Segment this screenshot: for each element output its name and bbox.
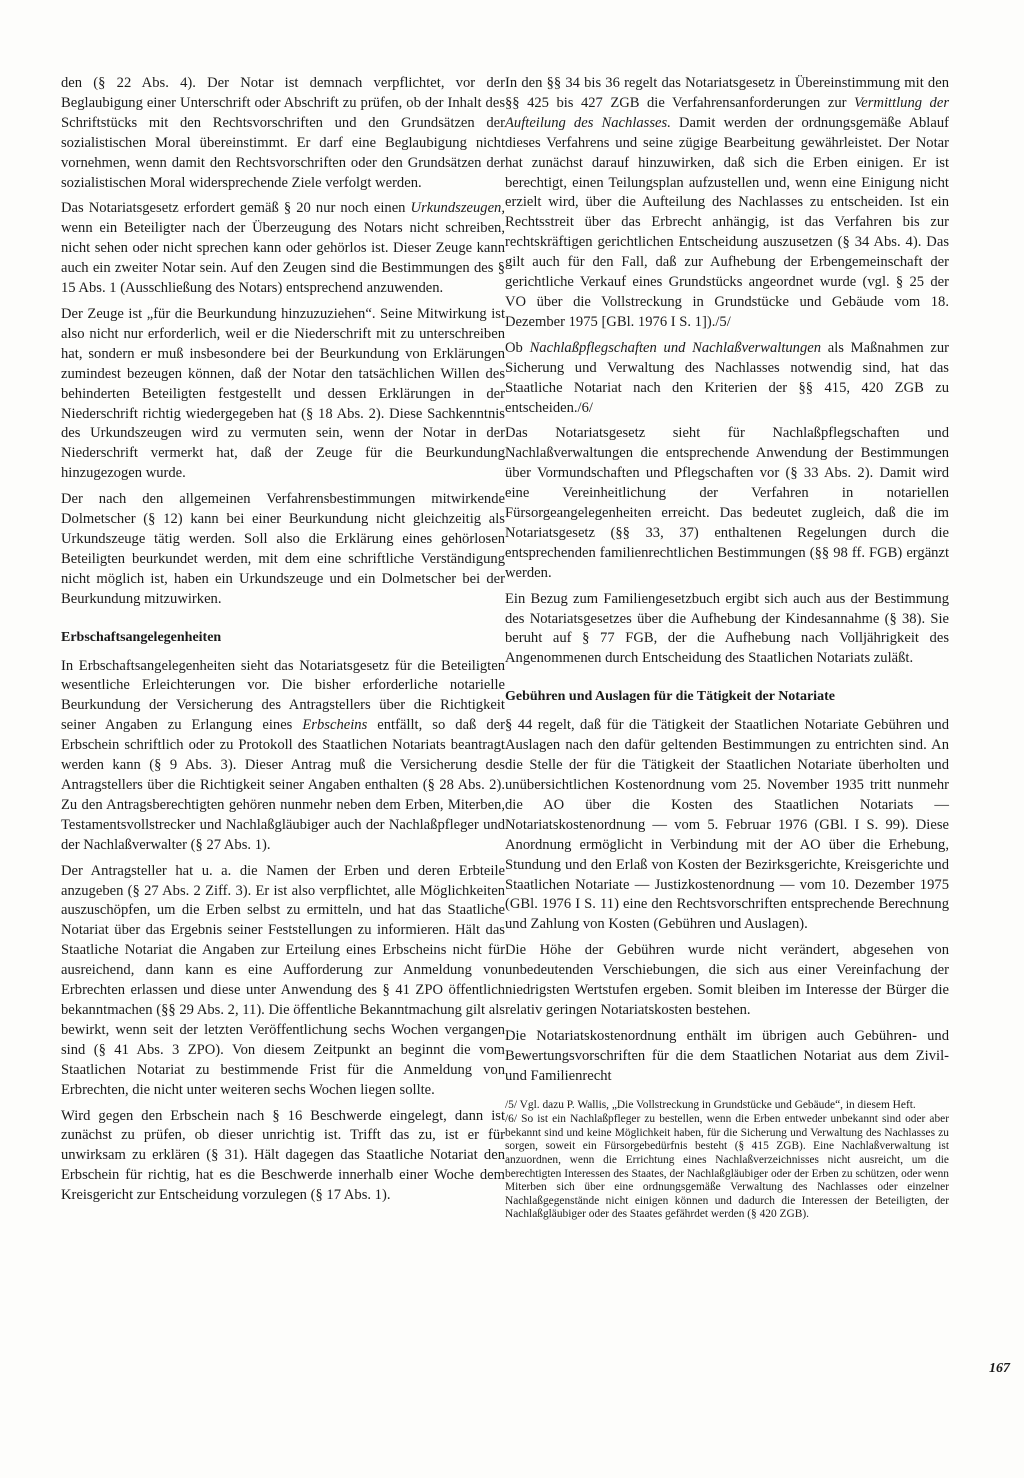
right-paragraph-7: Die Notariatskostenordnung enthält im übrigen auch Gebühren- und Bewertungsvorschriften für die dem Staatlichen Notariat aus dem Zivil- und Familienrecht [505, 1027, 949, 1084]
text-run: In Erbschaftsangelegenheiten sieht das Notariatsgesetz für die Beteiligten wesentliche Erleichterungen vor. Die bisher erforderliche notarielle Beurkundung der Versicherung des Antragstellers über die Richtigkeit seiner Angaben zu Erlangung eines [61, 657, 505, 734]
text-run: wenn ein Beteiligter nach der Überzeugung des Notars nicht schreiben, nicht sehen oder nicht sprechen kann oder gehörlos ist. Dieser Zeuge kann auch ein zweiter Notar sein. Auf den Zeugen sind die Bestimmungen des § 15 Abs. 1 (Ausschließung des Notars) entsprechend anzuwenden. [61, 220, 505, 297]
text-run: Ob [505, 339, 530, 356]
text-run: entfällt, so daß der Erbschein schriftlich oder zu Protokoll des Staatlichen Notariats beantragt werden kann (§ 9 Abs. 3). Dieser Antrag muß die Versicherung des Antragstellers über die Richtigkeit seiner Angaben enthalten (§ 28 Abs. 2). Zu den Antragsberechtigten gehören nunmehr neben dem Erben, Miterben, Testamentsvollstrecker und Nachlaßgläubiger auch der Nachlaßpfleger und der Nachlaßverwalter (§ 27 Abs. 1). [61, 717, 505, 853]
footnotes [505, 1099, 949, 1222]
section-heading-gebuehren: Gebühren und Auslagen für die Tätigkeit der Notariate [505, 689, 835, 705]
italic-term: Erbscheins [302, 717, 368, 734]
italic-term: Urkundszeugen, [410, 200, 505, 217]
left-paragraph-7: Wird gegen den Erbschein nach § 16 Beschwerde eingelegt, dann ist zunächst zu prüfen, ob dieser unrichtig ist. Trifft das zu, ist er für unwirksam zu erklären (§ 31). Hält dagegen das Staatliche Notariat den Erbschein für richtig, hat es die Beschwerde innerhalb einer Woche dem Kreisgericht zur Entscheidung vorzulegen (§ 17 Abs. 1). [61, 1107, 505, 1204]
left-paragraph-4: Der nach den allgemeinen Verfahrensbestimmungen mitwirkende Dolmetscher (§ 12) kann bei einer Beurkundung nicht gleichzeitig als Urkundszeuge tätig werden. Soll also die Erklärung eines gehörlosen Beteiligten beurkundet werden, mit dem eine schriftliche Verständigung nicht möglich ist, haben ein Urkundszeuge und ein Dolmetscher bei der Beurkundung mitzuwirken. [61, 491, 505, 607]
left-paragraph-5 [61, 657, 505, 856]
left-column [61, 74, 505, 1212]
page-number: 167 [989, 1361, 1010, 1376]
text-run: In den §§ 34 bis 36 regelt das Notariatsgesetz in Übereinstimmung mit den §§ 425 bis 427 ZGB die Verfahrensanforderungen zur [505, 75, 949, 111]
left-paragraph-2 [61, 199, 505, 299]
right-paragraph-3: Das Notariatsgesetz sieht für Nachlaßpflegschaften und Nachlaßverwaltungen die entsprechende Anwendung der Bestimmungen über Vormundschaften und Pflegschaften vor (§ 33 Abs. 2). Damit wird eine Vereinheitlichung der Verfahren in notariellen Fürsorgeangelegenheiten erreicht. Das bedeutet zugleich, daß die im Notariatsgesetz (§§ 33, 37) enthaltenen Regelungen durch die entsprechenden familienrechtlichen Bestimmungen (§§ 98 ff. FGB) ergänzt werden. [505, 425, 949, 581]
footnote-5: /5/ Vgl. dazu P. Wallis, „Die Vollstreckung in Grundstücke und Gebäude“, in diesem Heft. [505, 1098, 916, 1111]
footnote-6: /6/ So ist ein Nachlaßpfleger zu bestellen, wenn die Erben entweder unbekannt sind oder aber bekannt sind und keine Möglichkeit haben, für die Sicherung und Verwaltung des Nachlasses zu sorgen, soweit ein Fürsorgebedürfnis besteht (§ 415 ZGB). Eine Nachlaßverwaltung ist anzuordnen, wenn die Errichtung eines Nachlaßverzeichnisses nicht ausreicht, um die berechtigten Interessen des Staates, der Nachlaßgläubiger oder der Erben zu schützen, oder wenn Miterben sich über eine ordnungsgemäße Verwaltung des Nachlasses oder einzelner Nachlaßgegenstände nicht einigen können und dadurch die Interessen der Beteiligten, der Nachlaßgläubiger oder des Staates gefährdet werden (§ 420 ZGB). [505, 1113, 949, 1221]
italic-term: Nachlaßpflegschaften und Nachlaßverwaltungen [529, 339, 822, 356]
right-paragraph-5: § 44 regelt, daß für die Tätigkeit der Staatlichen Notariate Gebühren und Auslagen nach den dafür geltenden Bestimmungen zu entrichten sind. An die Stelle der für die Tätigkeit der Staatlichen Notariate überholten und unübersichtlichen Kostenordnung vom 25. November 1935 tritt nunmehr die AO über die Kosten des Staatlichen Notariats — Notariatskostenordnung — vom 5. Februar 1976 (GBl. I S. 99). Diese Anordnung ermöglicht in Verbindung mit der AO über die Erhebung, Stundung und den Erlaß von Kosten der Bezirksgerichte, Kreisgerichte und Staatlichen Notariate — Justizkostenordnung — vom 10. Dezember 1975 (GBl. 1976 I S. 11) eine den Rechtsvorschriften entsprechende Berechnung und Zahlung von Kosten (Gebühren und Auslagen). [505, 717, 949, 933]
left-paragraph-1: den (§ 22 Abs. 4). Der Notar ist demnach verpflichtet, vor der Beglaubigung einer Unterschrift oder Abschrift zu prüfen, ob der Inhalt des Schriftstücks mit den Rechtsvorschriften und den Grundsätzen der sozialistischen Moral übereinstimmt. Er darf eine Beglaubigung nicht vornehmen, wenn damit den Rechtsvorschriften oder den Grundsätzen der sozialistischen Moral widersprechende Ziele verfolgt werden. [61, 75, 505, 191]
text-run: als Maßnahmen zur Sicherung und Verwaltung des Nachlasses notwendig sind, hat das Staatliche Notariat nach den Kriterien der §§ 415, 420 ZGB zu entscheiden./6/ [505, 339, 949, 416]
left-paragraph-6: Der Antragsteller hat u. a. die Namen der Erben und deren Erbteile anzugeben (§ 27 Abs. 2 Ziff. 3). Er ist also verpflichtet, alle Möglichkeiten auszuschöpfen, um die Erben selbst zu ermitteln, und hat das Staatliche Notariat über das Ergebnis seiner Feststellungen zu informieren. Hält das Staatliche Notariat die Angaben zur Erteilung eines Erbscheins nicht für ausreichend, dann kann es eine Aufforderung zur Anmeldung von Erbrechten erlassen und diese unter Anwendung des § 41 ZPO öffentlich bekanntmachen (§§ 29 Abs. 2, 11). Die öffentliche Bekanntmachung gilt als bewirkt, wenn seit der letzten Veröffentlichung sechs Wochen vergangen sind (§ 41 Abs. 3 ZPO). Von diesem Zeitpunkt an beginnt die vom Staatlichen Notariat zu bestimmende Frist für die Anmeldung von Erbrechten, die nicht unter weiteren sechs Wochen liegen sollte. [61, 862, 505, 1098]
right-paragraph-2 [505, 339, 949, 419]
right-paragraph-1 [505, 74, 949, 333]
right-paragraph-4: Ein Bezug zum Familiengesetzbuch ergibt sich auch aus der Bestimmung des Notariatsgesetzes über die Aufhebung der Kindesannahme (§ 38). Sie beruht auf § 77 FGB, der die Aufhebung nach Volljährigkeit des Angenommenen durch Entscheidung des Staatlichen Notariats zuläßt. [505, 590, 949, 667]
text-run: Damit werden der ordnungsgemäße Ablauf dieses Verfahrens und seine zügige Bearbeitung gewährleistet. Der Notar hat zunächst darauf hinzuwirken, daß sich die Erben einigen. Er ist berechtigt, einen Teilungsplan aufzustellen und, wenn eine Einigung nicht erzielt wird, über die Aufteilung des Nachlasses zu entscheiden. Ist ein Rechtsstreit über das Erbrecht anhängig, ist das Verfahren bis zur rechtskräftigen gerichtlichen Entscheidung auszusetzen (§ 34 Abs. 4). Das gilt auch für den Fall, daß zur Aufhebung der Erbengemeinschaft der gerichtliche Verkauf eines Grundstücks angeordnet wurde (vgl. § 25 der VO über die Vollstreckung in Grundstücke und Gebäude vom 18. Dezember 1975 [GBl. 1976 I S. 1])./5/ [505, 114, 949, 330]
left-paragraph-3: Der Zeuge ist „für die Beurkundung hinzuzuziehen“. Seine Mitwirkung ist also nicht nur erforderlich, weil er die Niederschrift mit zu unterschreiben hat, sondern er muß insbesondere bei der Beurkundung von Erklärungen zumindest bezeugen können, daß der Notar den tatsächlichen Willen des behinderten Beteiligten festgestellt und dessen Erklärungen in der Niederschrift richtig wiedergegeben hat (§ 18 Abs. 2). Diese Sachkenntnis des Urkundszeugen wird zu vermuten sein, wenn der Notar in der Niederschrift vermerkt hat, daß der Zeuge für die Beurkundung hinzugezogen wurde. [61, 305, 505, 482]
right-column [505, 74, 949, 1223]
italic-term: Vermittlung der Aufteilung des Nachlasses. [505, 94, 950, 131]
text-run: Das Notariatsgesetz erfordert gemäß § 20 nur noch einen [61, 200, 411, 217]
right-paragraph-6: Die Höhe der Gebühren wurde nicht verändert, abgesehen von unbedeutenden Verschiebungen, die sich aus einer Vereinfachung der niedrigsten Wertstufen ergeben. Somit bleiben im Interesse der Bürger die relativ geringen Notariatskosten bestehen. [505, 942, 949, 1018]
section-heading-erbschaft: Erbschaftsangelegenheiten [61, 629, 222, 645]
